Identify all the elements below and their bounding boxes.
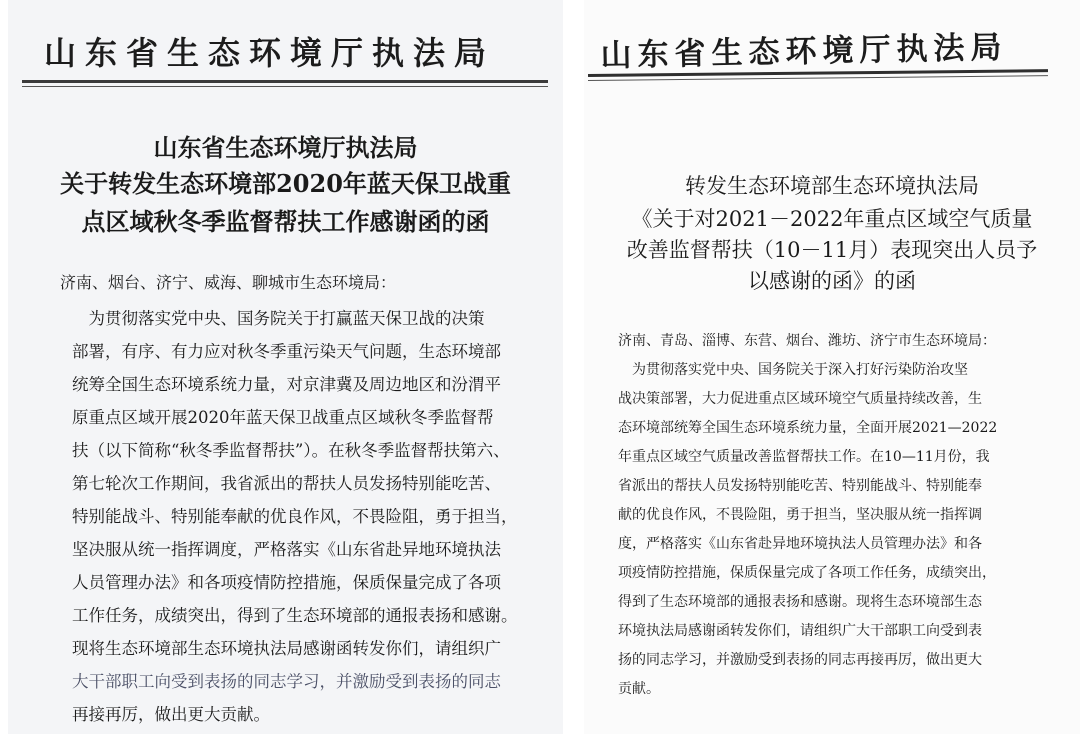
right-title-line-3: 改善监督帮扶（10－11月）表现突出人员予 [626,238,1038,262]
left-title-line-3: 点区域秋冬季监督帮扶工作感谢函的函 [81,207,490,236]
left-body [72,302,518,731]
left-body-line: 坚决服从统一指挥调度，严格落实《山东省赴异地环境执法 [72,540,501,559]
left-body-line: 原重点区域开展2020年蓝天保卫战重点区域秋冬季监督帮 [72,408,494,427]
left-body-line: 特别能战斗、特别能奉献的优良作风，不畏险阻，勇于担当， [72,507,518,526]
right-body-line: 战决策部署，大力促进重点区域环境空气质量持续改善，生 [618,391,982,407]
right-title-line-2: 《关于对2021－2022年重点区域空气质量 [631,207,1033,231]
left-body-line: 工作任务，成绩突出，得到了生态环境部的通报表扬和感谢。 [72,606,518,625]
right-body-line: 贡献。 [618,681,660,697]
left-letterhead: 山东省生态环境厅执法局 [44,34,496,72]
left-letterhead-rule-thin [22,86,548,87]
right-body-line: 态环境部统筹全国生态环境系统力量，全面开展2021—2022 [618,420,998,436]
right-body-line: 省派出的帮扶人员发扬特别能吃苦、特别能战斗、特别能奉 [618,478,982,494]
right-document-page [584,0,1080,734]
right-body-line: 项疫情防控措施，保质保量完成了各项工作任务，成绩突出， [618,565,996,581]
right-body-line: 度，严格落实《山东省赴异地环境执法人员管理办法》和各 [618,536,982,552]
left-body-line: 再接再厉，做出更大贡献。 [72,705,270,724]
left-title-line-2: 关于转发生态环境部2020年蓝天保卫战重 [60,169,511,198]
left-body-line: 部署，有序、有力应对秋冬季重污染天气问题，生态环境部 [72,342,501,361]
right-body-line: 得到了生态环境部的通报表扬和感谢。现将生态环境部生态 [618,594,982,610]
left-body-line: 为贯彻落实党中央、国务院关于打赢蓝天保卫战的决策 [72,309,485,328]
left-body-line: 扶（以下简称“秋冬季监督帮扶”）。在秋冬季监督帮扶第六、 [72,441,510,460]
right-body-line: 环境执法局感谢函转发你们，请组织广大干部职工向受到表 [618,623,982,639]
left-title-line-1: 山东省生态环境厅执法局 [153,133,418,162]
right-body-line: 年重点区域空气质量改善监督帮扶工作。在10—11月份，我 [618,449,990,465]
left-body-line: 第七轮次工作期间，我省派出的帮扶人员发扬特别能吃苦、 [72,474,501,493]
left-body-line: 现将生态环境部生态环境执法局感谢函转发你们，请组织广 [72,639,501,658]
left-letterhead-rule-thick [22,80,548,83]
left-document-page [8,0,563,734]
right-title-line-4: 以感谢的函》的函 [748,269,916,293]
right-title-line-1: 转发生态环境部生态环境执法局 [685,174,979,198]
right-body-line: 扬的同志学习，并激励受到表扬的同志再接再厉，做出更大 [618,652,982,668]
right-body-line: 献的优良作风，不畏险阻，勇于担当，坚决服从统一指挥调 [618,507,982,523]
left-body-line: 大干部职工向受到表扬的同志学习，并激励受到表扬的同志 [72,672,501,691]
left-body-line: 人员管理办法》和各项疫情防控措施，保质保量完成了各项 [72,573,501,592]
left-body-line: 统筹全国生态环境系统力量，对京津冀及周边地区和汾渭平 [72,375,501,394]
left-recipient: 济南、烟台、济宁、威海、聊城市生态环境局： [60,273,397,292]
right-letterhead: 山东省生态环境厅执法局 [600,29,1008,74]
right-recipient: 济南、青岛、淄博、东营、烟台、潍坊、济宁市生态环境局： [618,333,996,349]
right-body-line: 为贯彻落实党中央、国务院关于深入打好污染防治攻坚 [618,362,968,378]
right-body [618,356,997,704]
